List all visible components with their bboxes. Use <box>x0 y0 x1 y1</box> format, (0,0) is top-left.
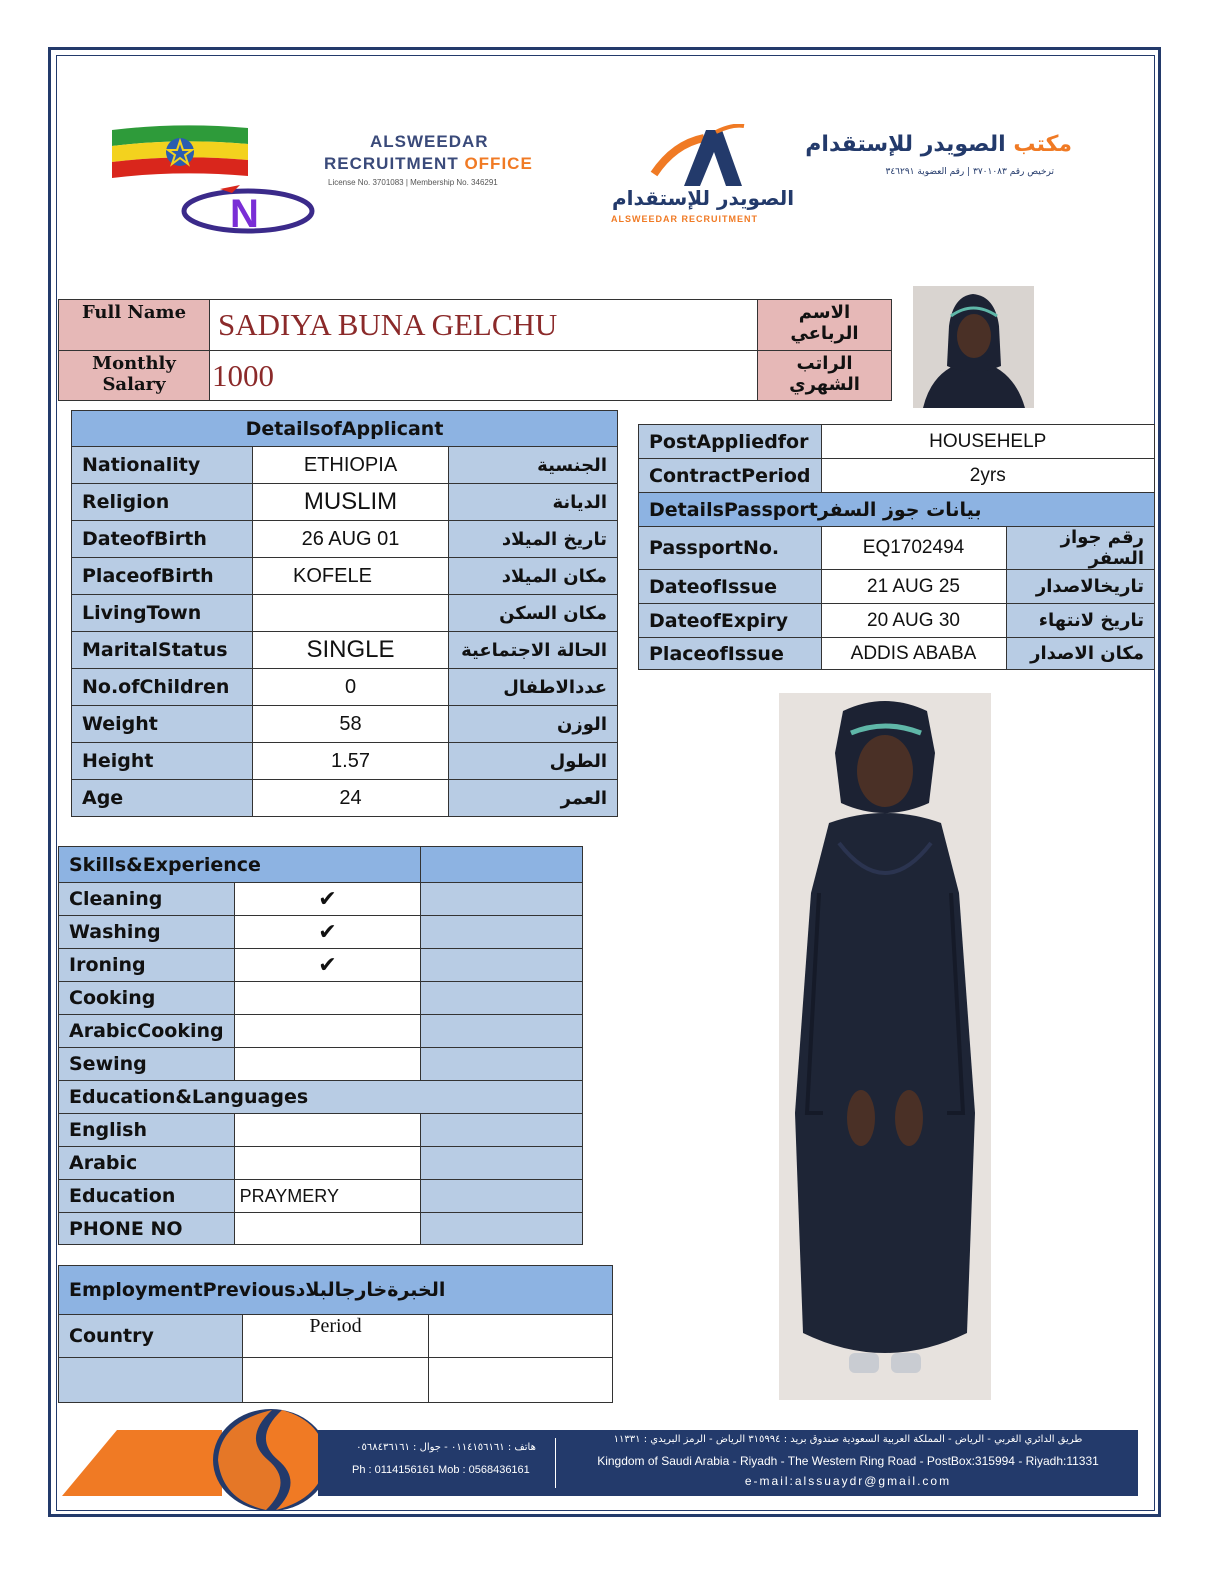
applicant-row-label-ar: العمر <box>449 780 618 817</box>
passport-row-value: EQ1702494 <box>821 527 1006 570</box>
education-label: Education <box>59 1180 235 1213</box>
passport-row-label: DateofExpiry <box>639 604 822 638</box>
education-value <box>234 1147 421 1180</box>
applicant-row-value: 26 AUG 01 <box>253 521 449 558</box>
country-label: Country <box>59 1315 243 1358</box>
contract-period-label: ContractPeriod <box>639 459 822 493</box>
education-row <box>59 1180 583 1213</box>
skill-extra <box>421 1048 583 1081</box>
education-value <box>234 1114 421 1147</box>
full-name-value: SADIYA BUNA GELCHU <box>210 300 758 351</box>
applicant-row <box>72 484 618 521</box>
passport-row-label-ar: رقم جواز السفر <box>1006 527 1155 570</box>
alsweedar-a-logo-icon <box>644 124 748 190</box>
applicant-row-label-ar: الوزن <box>449 706 618 743</box>
n-logo-letter: N <box>230 192 259 235</box>
applicant-row <box>72 706 618 743</box>
skill-label: Ironing <box>59 949 235 982</box>
skill-row <box>59 883 583 916</box>
skill-extra <box>421 883 583 916</box>
full-name-label-ar: الاسم الرباعي <box>758 300 892 351</box>
passport-row <box>639 570 1155 604</box>
education-row <box>59 1147 583 1180</box>
applicant-row-label: Religion <box>72 484 253 521</box>
logo-english-name: ALSWEEDAR RECRUITMENT <box>611 214 758 224</box>
skill-check <box>234 1015 421 1048</box>
logo-arabic-name: الصويدر للإستقدام <box>612 186 795 210</box>
contract-period-value: 2yrs <box>821 459 1155 493</box>
applicant-row <box>72 780 618 817</box>
applicant-row-label-ar: عددالاطفال <box>449 669 618 706</box>
applicant-row-label-ar: تاريخ الميلاد <box>449 521 618 558</box>
skill-row <box>59 1015 583 1048</box>
footer-orange-shape-icon <box>62 1430 222 1496</box>
employment-extra-cell <box>429 1358 613 1403</box>
passport-row <box>639 604 1155 638</box>
post-applied-value: HOUSEHELP <box>821 425 1155 459</box>
license-arabic: ترخيص رقم ٣٧٠١٠٨٣ | رقم العضوية ٣٤٦٢٩١ <box>885 167 1054 177</box>
applicant-row-value: MUSLIM <box>253 484 449 521</box>
skill-extra <box>421 916 583 949</box>
applicant-row-label-ar: مكان السكن <box>449 595 618 632</box>
employment-extra-header <box>429 1315 613 1358</box>
footer-email: e-mail:alssuaydr@gmail.com <box>744 1474 952 1488</box>
passport-row-label-ar: مكان الاصدار <box>1006 638 1155 670</box>
ethiopia-flag-icon <box>108 122 254 180</box>
skill-check <box>234 982 421 1015</box>
skill-row <box>59 982 583 1015</box>
post-applied-label: PostAppliedfor <box>639 425 822 459</box>
passport-details-title: DetailsPassportبيانات جوز السفر <box>639 493 1155 527</box>
footer-phone-en: Ph : 0114156161 Mob : 0568436161 <box>352 1464 530 1476</box>
employment-title: EmploymentPreviousالخبرةخارجالبلاد <box>59 1266 613 1315</box>
applicant-row-label: Age <box>72 780 253 817</box>
skill-row <box>59 949 583 982</box>
education-extra <box>421 1114 583 1147</box>
full-name-label: Full Name <box>59 300 210 351</box>
skill-check: ✔ <box>234 916 421 949</box>
skill-extra <box>421 949 583 982</box>
applicant-row-label-ar: الطول <box>449 743 618 780</box>
applicant-row-label-ar: الجنسية <box>449 447 618 484</box>
license-line: License No. 3701083 | Membership No. 346291 <box>328 178 498 187</box>
applicant-row-label: Height <box>72 743 253 780</box>
applicant-row-label: DateofBirth <box>72 521 253 558</box>
skill-label: Cleaning <box>59 883 235 916</box>
applicant-portrait-small <box>913 286 1034 408</box>
applicant-row-value: KOFELE <box>253 558 449 595</box>
applicant-row <box>72 632 618 669</box>
applicant-row <box>72 743 618 780</box>
applicant-row-label-ar: مكان الميلاد <box>449 558 618 595</box>
education-label: English <box>59 1114 235 1147</box>
period-label: Period <box>243 1315 429 1358</box>
office-name-office: OFFICE <box>464 154 533 173</box>
salary-value: 1000 <box>210 351 758 401</box>
salary-label: Monthly Salary <box>59 351 210 401</box>
applicant-row <box>72 521 618 558</box>
applicant-row-value: SINGLE <box>253 632 449 669</box>
office-name-ar-part1: مكتب <box>1013 132 1072 157</box>
office-name-arabic <box>805 132 1072 157</box>
skill-extra <box>421 1015 583 1048</box>
applicant-row <box>72 447 618 484</box>
applicant-row-label: LivingTown <box>72 595 253 632</box>
skills-title: Skills&Experience <box>59 847 421 883</box>
applicant-row-label-ar: الديانة <box>449 484 618 521</box>
applicant-row-label: MaritalStatus <box>72 632 253 669</box>
applicant-details-title: DetailsofApplicant <box>72 411 618 447</box>
applicant-full-body-photo <box>779 693 991 1400</box>
skill-extra <box>421 982 583 1015</box>
education-row <box>59 1114 583 1147</box>
education-label: Arabic <box>59 1147 235 1180</box>
applicant-row-value <box>253 595 449 632</box>
applicant-row-value: 24 <box>253 780 449 817</box>
education-label: PHONE NO <box>59 1213 235 1245</box>
skill-check <box>234 1048 421 1081</box>
applicant-row-label: Nationality <box>72 447 253 484</box>
passport-row-label: PlaceofIssue <box>639 638 822 670</box>
applicant-row <box>72 669 618 706</box>
education-extra <box>421 1213 583 1245</box>
passport-row-label-ar: تاريخ لانتهاء <box>1006 604 1155 638</box>
footer-phone-ar: هاتف : ٠١١٤١٥٦١٦١ - جوال : ٠٥٦٨٤٣٦١٦١ <box>356 1442 536 1453</box>
passport-row-value: 20 AUG 30 <box>821 604 1006 638</box>
passport-row-label: DateofIssue <box>639 570 822 604</box>
education-title: Education&Languages <box>59 1081 583 1114</box>
n-agency-logo-icon <box>180 183 316 235</box>
employment-table <box>58 1265 613 1403</box>
skill-row <box>59 916 583 949</box>
education-value: PRAYMERY <box>234 1180 421 1213</box>
education-value <box>234 1213 421 1245</box>
applicant-details-table <box>71 410 618 817</box>
footer-divider <box>555 1438 556 1488</box>
applicant-row-value: 1.57 <box>253 743 449 780</box>
skill-label: Cooking <box>59 982 235 1015</box>
employment-country-cell <box>59 1358 243 1403</box>
skills-table <box>58 846 583 1245</box>
passport-row-value: ADDIS ABABA <box>821 638 1006 670</box>
applicant-row-value: 58 <box>253 706 449 743</box>
office-name-recruitment: RECRUITMENT <box>324 154 459 173</box>
applicant-row-label-ar: الحالة الاجتماعية <box>449 632 618 669</box>
applicant-row-value: ETHIOPIA <box>253 447 449 484</box>
education-extra <box>421 1180 583 1213</box>
applicant-row-label: No.ofChildren <box>72 669 253 706</box>
passport-row <box>639 527 1155 570</box>
applicant-row-value: 0 <box>253 669 449 706</box>
passport-row-value: 21 AUG 25 <box>821 570 1006 604</box>
footer-bar <box>318 1430 1138 1496</box>
skill-label: ArabicCooking <box>59 1015 235 1048</box>
education-extra <box>421 1147 583 1180</box>
passport-row-label: PassportNo. <box>639 527 822 570</box>
footer-circle-logo-icon <box>212 1408 330 1512</box>
applicant-row-label: Weight <box>72 706 253 743</box>
post-passport-table <box>638 424 1155 670</box>
passport-row <box>639 638 1155 670</box>
skill-label: Washing <box>59 916 235 949</box>
skill-row <box>59 1048 583 1081</box>
skill-check: ✔ <box>234 949 421 982</box>
applicant-row <box>72 595 618 632</box>
office-name-en-line2 <box>324 154 533 174</box>
office-name-en-line1: ALSWEEDAR <box>370 132 489 151</box>
passport-row-label-ar: تاريخالاصدار <box>1006 570 1155 604</box>
applicant-row-label: PlaceofBirth <box>72 558 253 595</box>
applicant-row <box>72 558 618 595</box>
footer-address-en: Kingdom of Saudi Arabia - Riyadh - The Western Ring Road - PostBox:315994 - Riyadh:11331 <box>597 1454 1099 1468</box>
employment-period-cell <box>243 1358 429 1403</box>
education-row <box>59 1213 583 1245</box>
skills-title-blank <box>421 847 583 883</box>
office-name-ar-part2: الصويدر للإستقدام <box>805 132 1006 157</box>
skill-label: Sewing <box>59 1048 235 1081</box>
salary-label-ar: الراتب الشهري <box>758 351 892 401</box>
name-salary-table <box>58 299 892 401</box>
skill-check: ✔ <box>234 883 421 916</box>
footer-address-ar: طريق الدائري الغربي - الرياض - المملكة العربية السعودية صندوق بريد : ٣١٥٩٩٤ الرياض - الرمز البريدي : ١١٣٣١ <box>613 1434 1083 1445</box>
